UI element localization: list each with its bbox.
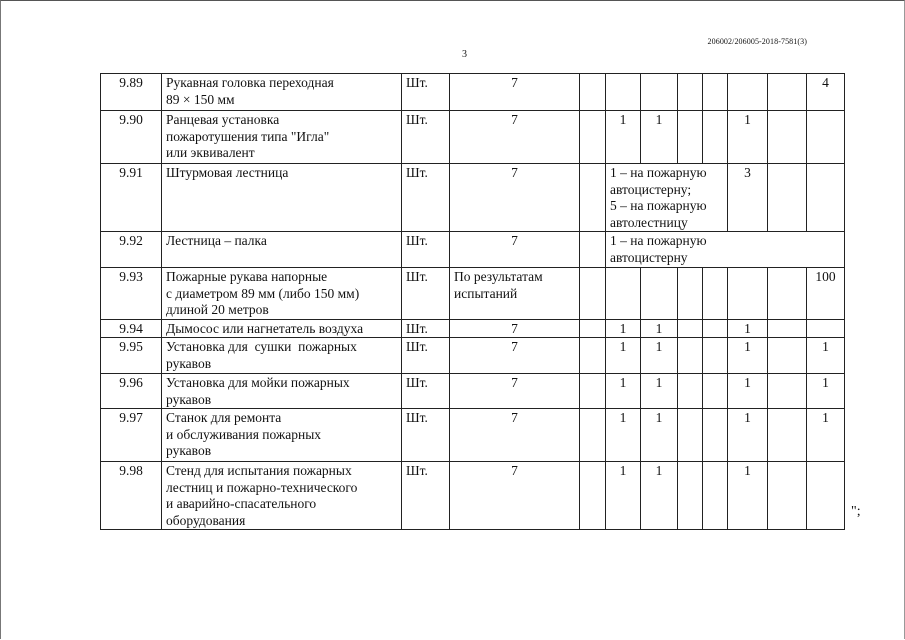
row-number: 9.94 <box>101 319 162 338</box>
table-row <box>101 111 845 164</box>
quantity-cell: 1 <box>807 338 845 374</box>
item-name: Ранцевая установка пожаротушения типа "Игла" или эквивалент <box>162 111 402 164</box>
unit-cell: Шт. <box>402 164 450 232</box>
quantity-cell: 1 <box>606 409 641 462</box>
empty-cell <box>768 319 807 338</box>
item-name: Установка для мойки пожарных рукавов <box>162 374 402 409</box>
empty-cell <box>580 409 606 462</box>
quantity-cell: 1 <box>606 462 641 530</box>
empty-cell <box>703 338 728 374</box>
quantity-cell: 1 <box>807 409 845 462</box>
empty-cell <box>580 111 606 164</box>
empty-cell <box>606 268 641 320</box>
term-cell: 7 <box>450 462 580 530</box>
table-row <box>101 374 845 409</box>
quantity-cell: 1 <box>728 409 768 462</box>
quantity-cell: 1 <box>641 374 678 409</box>
unit-cell: Шт. <box>402 338 450 374</box>
empty-cell <box>768 74 807 111</box>
empty-cell <box>580 164 606 232</box>
page-number: 3 <box>462 49 467 60</box>
empty-cell <box>641 74 678 111</box>
unit-cell: Шт. <box>402 319 450 338</box>
empty-cell <box>807 164 845 232</box>
closing-quote-mark: "; <box>851 504 861 519</box>
quantity-cell: 1 <box>728 374 768 409</box>
empty-cell <box>703 462 728 530</box>
empty-cell <box>728 74 768 111</box>
quantity-cell: 4 <box>807 74 845 111</box>
empty-cell <box>703 319 728 338</box>
term-cell: По результатам испытаний <box>450 268 580 320</box>
empty-cell <box>807 111 845 164</box>
empty-cell <box>768 164 807 232</box>
quantity-cell: 1 <box>641 111 678 164</box>
quantity-cell: 1 <box>807 374 845 409</box>
table-row <box>101 232 845 268</box>
table-row <box>101 338 845 374</box>
empty-cell <box>580 232 606 268</box>
item-name: Пожарные рукава напорные с диаметром 89 мм (либо 150 мм) длиной 20 метров <box>162 268 402 320</box>
term-cell: 7 <box>450 74 580 111</box>
table-row <box>101 268 845 320</box>
empty-cell <box>606 74 641 111</box>
item-name: Штурмовая лестница <box>162 164 402 232</box>
empty-cell <box>580 338 606 374</box>
empty-cell <box>678 462 703 530</box>
quantity-cell: 1 <box>641 338 678 374</box>
quantity-cell: 1 <box>641 319 678 338</box>
row-number: 9.92 <box>101 232 162 268</box>
empty-cell <box>580 319 606 338</box>
item-name: Рукавная головка переходная 89 × 150 мм <box>162 74 402 111</box>
quantity-cell: 1 <box>728 462 768 530</box>
item-name: Установка для сушки пожарных рукавов <box>162 338 402 374</box>
empty-cell <box>703 374 728 409</box>
quantity-cell: 1 <box>606 319 641 338</box>
table-row <box>101 164 845 232</box>
unit-cell: Шт. <box>402 111 450 164</box>
quantity-cell: 1 <box>606 338 641 374</box>
empty-cell <box>807 319 845 338</box>
empty-cell <box>580 268 606 320</box>
row-number: 9.95 <box>101 338 162 374</box>
unit-cell: Шт. <box>402 409 450 462</box>
empty-cell <box>678 338 703 374</box>
empty-cell <box>678 319 703 338</box>
empty-cell <box>678 374 703 409</box>
distribution-note: 1 – на пожарную автоцистерну <box>606 232 845 268</box>
empty-cell <box>580 462 606 530</box>
quantity-cell: 3 <box>728 164 768 232</box>
empty-cell <box>678 268 703 320</box>
empty-cell <box>678 409 703 462</box>
term-cell: 7 <box>450 319 580 338</box>
empty-cell <box>768 338 807 374</box>
item-name: Станок для ремонта и обслуживания пожарных рукавов <box>162 409 402 462</box>
empty-cell <box>768 111 807 164</box>
row-number: 9.97 <box>101 409 162 462</box>
quantity-cell: 1 <box>641 409 678 462</box>
item-name: Лестница – палка <box>162 232 402 268</box>
empty-cell <box>807 462 845 530</box>
term-cell: 7 <box>450 111 580 164</box>
empty-cell <box>703 409 728 462</box>
quantity-cell: 1 <box>728 111 768 164</box>
row-number: 9.90 <box>101 111 162 164</box>
empty-cell <box>580 74 606 111</box>
quantity-cell: 100 <box>807 268 845 320</box>
row-number: 9.93 <box>101 268 162 320</box>
empty-cell <box>641 268 678 320</box>
table-row <box>101 409 845 462</box>
quantity-cell: 1 <box>728 319 768 338</box>
term-cell: 7 <box>450 409 580 462</box>
quantity-cell: 1 <box>641 462 678 530</box>
item-name: Дымосос или нагнетатель воздуха <box>162 319 402 338</box>
term-cell: 7 <box>450 338 580 374</box>
document-number: 206002/206005-2018-7581(3) <box>707 37 807 46</box>
unit-cell: Шт. <box>402 462 450 530</box>
empty-cell <box>768 374 807 409</box>
empty-cell <box>768 409 807 462</box>
quantity-cell: 1 <box>606 111 641 164</box>
term-cell: 7 <box>450 374 580 409</box>
term-cell: 7 <box>450 232 580 268</box>
empty-cell <box>678 111 703 164</box>
unit-cell: Шт. <box>402 74 450 111</box>
row-number: 9.91 <box>101 164 162 232</box>
quantity-cell: 1 <box>728 338 768 374</box>
row-number: 9.96 <box>101 374 162 409</box>
empty-cell <box>728 268 768 320</box>
table-row <box>101 319 845 338</box>
quantity-cell: 1 <box>606 374 641 409</box>
empty-cell <box>678 74 703 111</box>
table-row <box>101 462 845 530</box>
item-name: Стенд для испытания пожарных лестниц и пожарно-технического и аварийно-спасательного оборудования <box>162 462 402 530</box>
unit-cell: Шт. <box>402 268 450 320</box>
empty-cell <box>703 268 728 320</box>
table-row <box>101 74 845 111</box>
empty-cell <box>768 462 807 530</box>
term-cell: 7 <box>450 164 580 232</box>
empty-cell <box>703 74 728 111</box>
empty-cell <box>768 268 807 320</box>
unit-cell: Шт. <box>402 232 450 268</box>
row-number: 9.89 <box>101 74 162 111</box>
equipment-table <box>100 73 845 530</box>
empty-cell <box>703 111 728 164</box>
distribution-note: 1 – на пожарную автоцистерну; 5 – на пожарную автолестницу <box>606 164 728 232</box>
empty-cell <box>580 374 606 409</box>
row-number: 9.98 <box>101 462 162 530</box>
unit-cell: Шт. <box>402 374 450 409</box>
